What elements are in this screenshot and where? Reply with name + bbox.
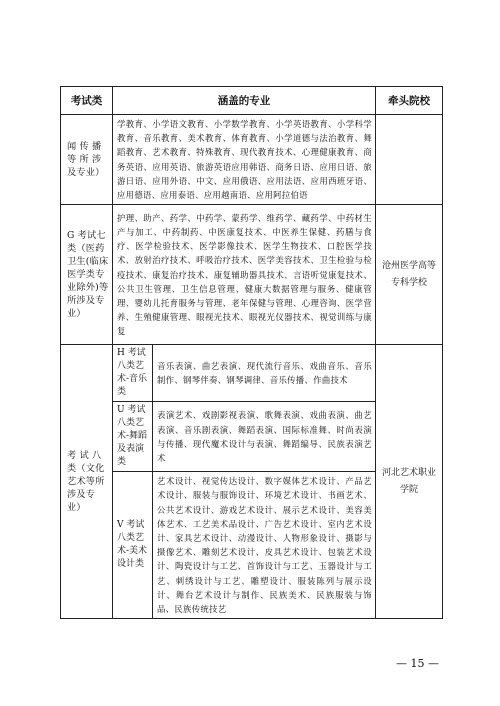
header-exam-category: 考试类 <box>61 87 113 115</box>
majors-cell: 艺术设计、视觉传达设计、数字媒体艺术设计、产品艺术设计、服装与服饰设计、环境艺术设计、书画艺术、公共艺术设计、游戏艺术设计、展示艺术设计、美容美体艺术、工艺美术品设计、广告艺术设计、室内艺术设计、家具艺术设计、动漫设计、人物形象设计、摄影与摄像艺术、雕刻艺术设计、皮具艺术设计、包装艺术设计、陶瓷设计与工艺、首饰设计与工艺、玉器设计与工艺、刺绣设计与工艺、雕塑设计、服装陈列与展示设计、舞台艺术设计与制作、民族美术、民族服装与饰品、民族传统技艺 <box>153 472 376 619</box>
header-majors: 涵盖的专业 <box>113 87 376 115</box>
subcategory-cell: U 考试八类艺术-舞蹈及表演类 <box>113 402 153 472</box>
table-row <box>61 205 443 345</box>
majors-cell: 学教育、小学语文教育、小学数学教育、小学英语教育、小学科学教育、音乐教育、美术教育、体育教育、小学道德与法治教育、舞蹈教育、艺术教育、特殊教育、现代教育技术、心理健康教育、商务英语、应用英语、旅游英语应用韩语、商务日语、应用日语、旅游日语、应用外语、中文、应用俄语、应用法语、应用西班牙语、应用德语、应用泰语、应用越南语、应用阿拉伯语 <box>113 115 376 205</box>
majors-cell: 护理、助产、药学、中药学、蒙药学、维药学、藏药学、中药材生产与加工、中药制药、中医康复技术、中医养生保健、药膳与食疗、医学检验技术、医学影像技术、医学生物技术、口腔医学技术、放射治疗技术、呼吸治疗技术、医学美容技术、卫生检验与检疫技术、康复治疗技术、康复辅助器具技术、言语听觉康复技术、公共卫生管理、卫生信息管理、健康大数据管理与服务、健康管理、婴幼儿托育服务与管理、老年保健与管理、心理咨询、医学营养、生殖健康管理、眼视光技术、眼视光仪器技术、视觉训练与康复 <box>113 205 376 345</box>
majors-cell: 音乐表演、曲艺表演、现代流行音乐、戏曲音乐、音乐制作、钢琴伴奏、钢琴调律、音乐传播、作曲技术 <box>153 345 376 402</box>
majors-cell: 表演艺术、戏剧影视表演、歌舞表演、戏曲表演、曲艺表演、音乐剧表演、舞蹈表演、国际标准舞、时尚表演与传播、现代魔术设计与表演、舞蹈编导、民族表演艺术 <box>153 402 376 472</box>
exam-category-cell: G 考试七类（医药卫生(临床医学类专业除外)等所涉及专业） <box>61 205 113 345</box>
page-number: — 15 — <box>396 657 439 670</box>
lead-college-cell: 沧州医学高等专科学校 <box>376 205 443 345</box>
table-row <box>61 115 443 205</box>
exam-category-cell: 考 试 八类（文化艺术等所涉及专业） <box>61 345 113 619</box>
subcategory-cell: H 考试八类艺术-音乐类 <box>113 345 153 402</box>
subcategory-cell: V 考试八类艺术-美术设计类 <box>113 472 153 619</box>
header-lead-college: 牵头院校 <box>376 87 443 115</box>
majors-table <box>60 86 443 619</box>
exam-category-cell: 闻 传 播等 所 涉及专业） <box>61 115 113 205</box>
lead-college-cell <box>376 115 443 205</box>
table-row <box>61 345 443 402</box>
lead-college-cell: 河北艺术职业学院 <box>376 345 443 619</box>
table-header-row <box>61 87 443 115</box>
